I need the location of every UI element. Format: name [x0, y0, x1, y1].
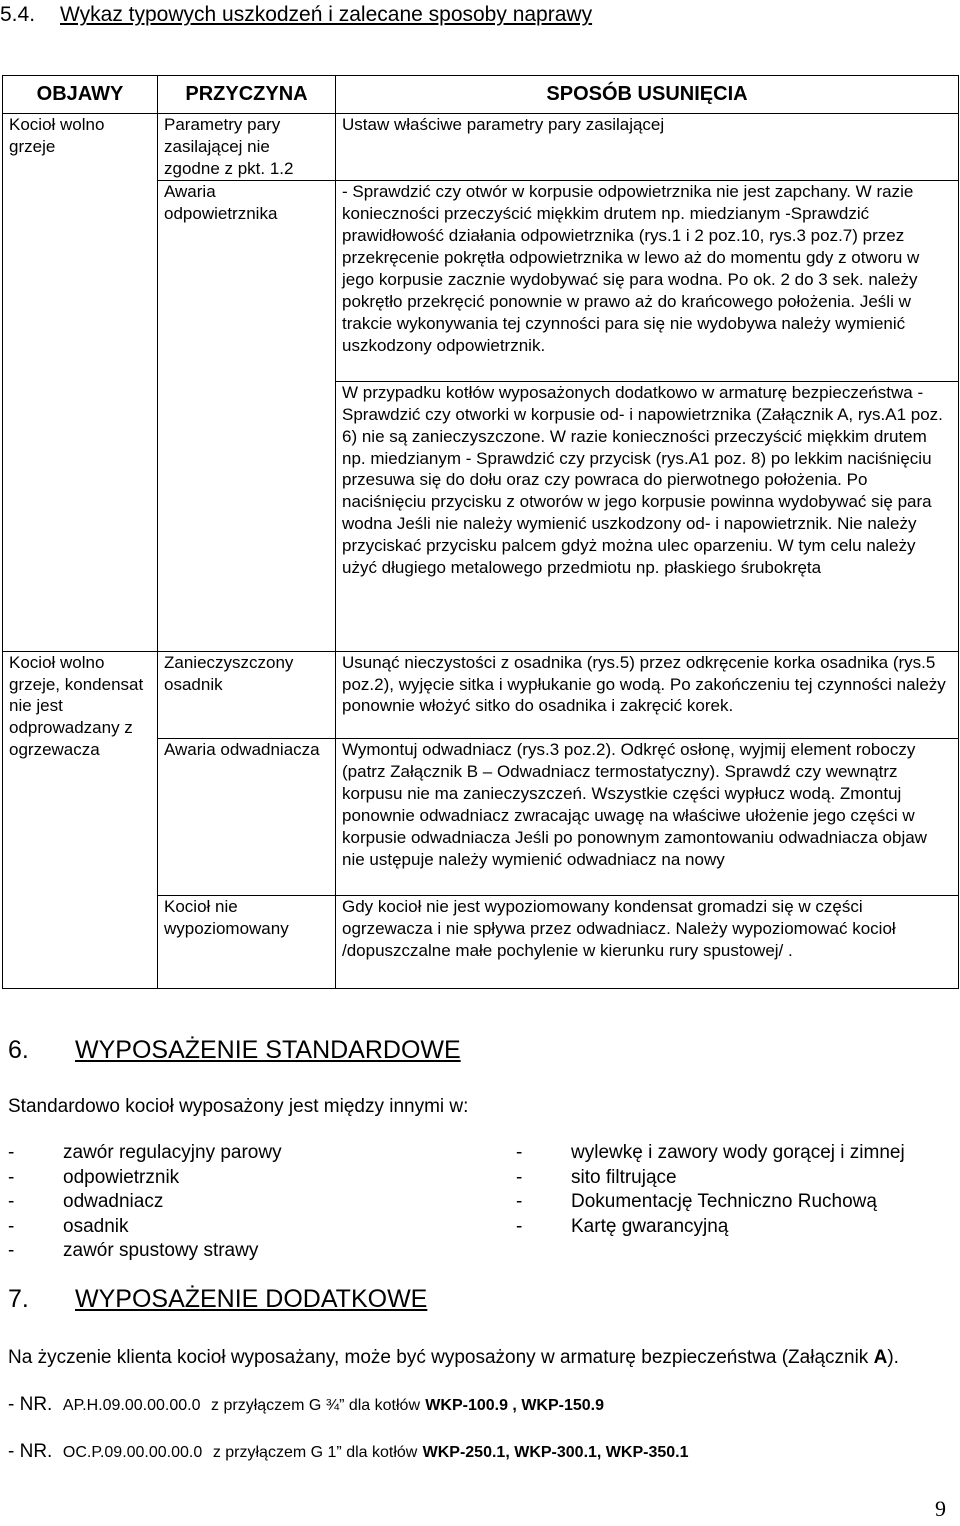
accessory-code: AP.H.09.00.00.00.0: [62, 1397, 201, 1414]
accessory-code: OC.P.09.00.00.00.0: [62, 1444, 203, 1461]
section-title: WYPOSAŻENIE STANDARDOWE: [75, 1036, 461, 1064]
cause-text: Zanieczyszczony osadnik: [164, 652, 294, 694]
section-title: Wykaz typowych uszkodzeń i zalecane sposoby naprawy: [60, 3, 593, 26]
annex-letter: A: [873, 1347, 888, 1368]
section-7-heading: [8, 1285, 427, 1314]
remedy-text: Gdy kocioł nie jest wypoziomowany kondensat gromadzi się w części ogrzewacza i nie spływa przez odwadniacz. Należy wypoziomować kocioł /dopuszczalne małe pochylenie w kierunku rury spustowej/ .: [342, 897, 896, 961]
header-objawy: OBJAWY: [3, 76, 158, 114]
section-6-heading: [8, 1036, 461, 1065]
remedy-cell: [336, 181, 959, 381]
cause-text: Awaria odpowietrznika: [164, 182, 278, 224]
remedy-cell: [336, 651, 959, 739]
section-7-paragraph: Na życzenie klienta kocioł wyposażany, może być wyposażony w armaturę bezpieczeństwa (Załącznik A).: [8, 1347, 899, 1368]
cause-text: Parametry pary zasilającej nie zgodne z pkt. 1.2: [164, 115, 294, 179]
remedy-cell: [336, 114, 959, 181]
boiler-models: WKP-250.1, WKP-300.1, WKP-350.1: [422, 1444, 689, 1461]
cause-cell: [158, 896, 336, 989]
standard-equipment-left-list: [8, 1141, 282, 1264]
table-row: [3, 114, 959, 181]
symptom-text: Kocioł wolno grzeje: [9, 115, 105, 157]
list-item: - odwadniacz: [8, 1191, 164, 1212]
cause-cell: [158, 114, 336, 181]
cause-text: Kocioł nie wypoziomowany: [164, 897, 289, 939]
section-number: 6.: [8, 1036, 29, 1064]
cause-cell: [158, 651, 336, 739]
standard-equipment-right-list: [516, 1141, 905, 1239]
section-number: 7.: [8, 1285, 29, 1313]
list-item: - odpowietrznik: [8, 1166, 180, 1188]
header-sposob: SPOSÓB USUNIĘCIA: [336, 76, 959, 114]
list-item: - osadnik: [8, 1215, 129, 1237]
cause-cell: [158, 181, 336, 651]
header-przyczyna: PRZYCZYNA: [158, 76, 336, 114]
list-item: - Dokumentację Techniczno Ruchową: [516, 1191, 877, 1212]
section-5-4-heading: [0, 3, 592, 27]
symptom-cell: [3, 114, 158, 651]
remedy-cell: [336, 896, 959, 989]
boiler-models: WKP-100.9 , WKP-150.9: [425, 1397, 605, 1414]
list-item: - wylewkę i zawory wody gorącej i zimnej: [516, 1142, 905, 1163]
list-item: - sito filtrujące: [516, 1166, 677, 1188]
cause-text: Awaria odwadniacza: [164, 740, 320, 760]
symptom-text: Kocioł wolno grzeje, kondensat nie jest odprowadzany z ogrzewacza: [9, 652, 144, 760]
cause-cell: [158, 739, 336, 896]
page-number: 9: [935, 1496, 946, 1521]
remedy-cell: [336, 739, 959, 896]
list-item: - zawór regulacyjny parowy: [8, 1142, 282, 1163]
accessory-line-2: - NR. OC.P.09.00.00.00.0 z przyłączem G 1” dla kotłów WKP-250.1, WKP-300.1, WKP-350.1: [8, 1441, 689, 1462]
remedy-text: Wymontuj odwadniacz (rys.3 poz.2). Odkręć osłonę, wyjmij element roboczy (patrz Załącznik B – Odwadniacz termostatyczny). Sprawdź czy wewnątrz korpusu nie ma zanieczyszczeń. Wszystkie części wypłucz wodą. Zmontuj ponownie odwadniacz zwracając uwagę na właściwe ułożenie jego części w korpusie odwadniacza Jeśli po ponownym zamontowaniu odwadniacza objaw nie ustępuje należy wymienić odwadniacz na nowy: [342, 740, 927, 869]
remedy-text: Ustaw właściwe parametry pary zasilającej: [342, 115, 665, 135]
remedy-text: Usunąć nieczystości z osadnika (rys.5) przez odkręcenie korka osadnika (rys.5 poz.2), wyjęcie sitka i wypłukanie go wodą. Po zakończeniu tej czynności należy ponownie włożyć sitko do osadnika i zakręcić korek.: [342, 652, 946, 716]
section-number: 5.4.: [0, 3, 36, 26]
table-row: [3, 651, 959, 739]
faults-table: [2, 75, 959, 989]
remedy-text: - Sprawdzić czy otwór w korpusie odpowietrznika nie jest zapchany. W razie konieczności przeczyścić miękkim drutem np. miedzianym -Sprawdzić prawidłowość działania odpowietrznika (rys.1 i 2 poz.10, rys.3 poz.7) przez przekręcenie pokrętła odpowietrznika w lewo aż do momentu gdy z otworu w jego korpusie zacznie wydobywać się para wodna. Po ok. 2 do 3 sek. należy pokrętło przekręcić ponownie w prawo aż do krańcowego położenia. Jeśli w trakcie wykonywania tej czynności para się nie wydobywa należy wymienić uszkodzony odpowietrznik.: [342, 182, 920, 355]
list-item: - zawór spustowy strawy: [8, 1240, 259, 1261]
list-item: - Kartę gwarancyjną: [516, 1215, 729, 1237]
accessory-line-1: - NR. AP.H.09.00.00.00.0 z przyłączem G ¾” dla kotłów WKP-100.9 , WKP-150.9: [8, 1394, 605, 1415]
section-title: WYPOSAŻENIE DODATKOWE: [75, 1285, 428, 1313]
remedy-text: W przypadku kotłów wyposażonych dodatkowo w armaturę bezpieczeństwa - Sprawdzić czy otworki w korpusie od- i napowietrznika (Załącznik A, rys.A1 poz. 6) nie są zanieczyszczone. W razie konieczności przeczyścić miękkim drutem np. miedzianym - Sprawdzić czy przycisk (rys.A1 poz. 8) po lekkim naciśnięciu przesuwa się do dołu oraz czy powraca do pierwotnego położenia. Po naciśnięciu przycisku z otworów w jego korpusie powinna wydobywać się para wodna Jeśli nie należy wymienić uszkodzony od- i napowietrznik. Nie należy przyciskać przycisku palcem gdyż można ulec oparzeniu. W tym celu należy użyć długiego metalowego przedmiotu np. płaskiego śrubokręta: [342, 382, 943, 578]
symptom-cell: [3, 651, 158, 988]
section-6-intro: Standardowo kocioł wyposażony jest między innymi w:: [8, 1096, 469, 1117]
table-header-row: [3, 76, 959, 114]
remedy-cell: [336, 381, 959, 651]
